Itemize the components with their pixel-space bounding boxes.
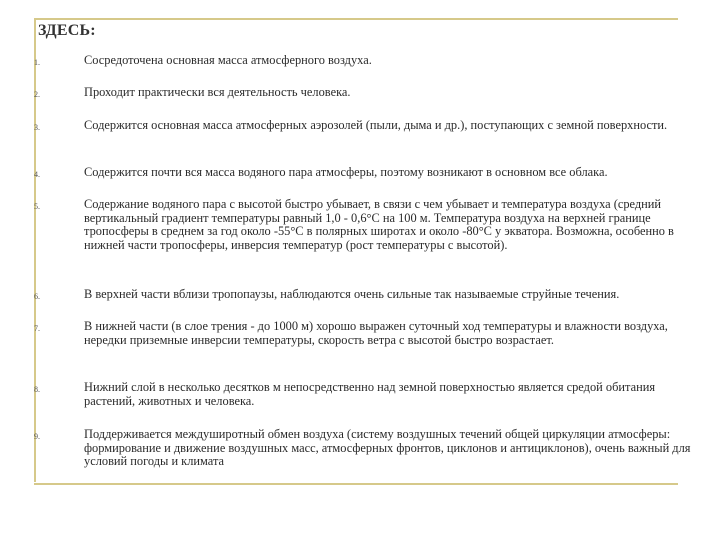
- slide-title: ЗДЕСЬ:: [38, 22, 96, 39]
- item-number: 6.: [34, 292, 40, 301]
- item-text: В нижней части (в слое трения - до 1000 м) хорошо выражен суточный ход температуры и влажности воздуха, нередки приземные инверсии температуры, скорость ветра с высотой быстро возрастает.: [84, 319, 668, 347]
- item-text: В верхней части вблизи тропопаузы, наблюдаются очень сильные так называемые струйные течения.: [84, 287, 620, 301]
- item-number: 2.: [34, 90, 40, 99]
- left-border: [34, 18, 36, 482]
- item-text: Нижний слой в несколько десятков м непосредственно над земной поверхностью является средой обитания растений, животных и человека.: [84, 380, 656, 408]
- item-number: 7.: [34, 324, 40, 333]
- item-text: Содержится почти вся масса водяного пара атмосферы, поэтому возникают в основном все облака.: [84, 165, 608, 179]
- item-text: Проходит практически вся деятельность человека.: [84, 85, 351, 99]
- item-text: Содержится основная масса атмосферных аэрозолей (пыли, дыма и др.), поступающих с земной поверхности.: [84, 118, 668, 132]
- bottom-border: [34, 483, 678, 485]
- top-border: [34, 18, 678, 20]
- item-number: 8.: [34, 385, 40, 394]
- item-number: 1.: [34, 58, 40, 67]
- item-text: Содержание водяного пара с высотой быстро убывает, в связи с чем убывает и температура воздуха (средний вертикальный градиент температуры равный 1,0 - 0,6°С на 100 м. Температура воздуха на верхней границе тропосферы в среднем за год около -55°С в полярных широтах и около -80°С у экватора. Возможна, особенно в нижней части тропосферы, инверсия температур (рост температуры с высотой).: [84, 197, 674, 252]
- item-number: 4.: [34, 170, 40, 179]
- item-number: 3.: [34, 123, 40, 132]
- item-number: 5.: [34, 202, 40, 211]
- item-number: 9.: [34, 432, 40, 441]
- item-text: Сосредоточена основная масса атмосферного воздуха.: [84, 53, 372, 67]
- item-text: Поддерживается междуширотный обмен воздуха (систему воздушных течений общей циркуляции атмосферы: формирование и движение воздушных масс, атмосферных фронтов, циклонов и антициклонов), очень важный для условий погоды и климата: [84, 427, 691, 469]
